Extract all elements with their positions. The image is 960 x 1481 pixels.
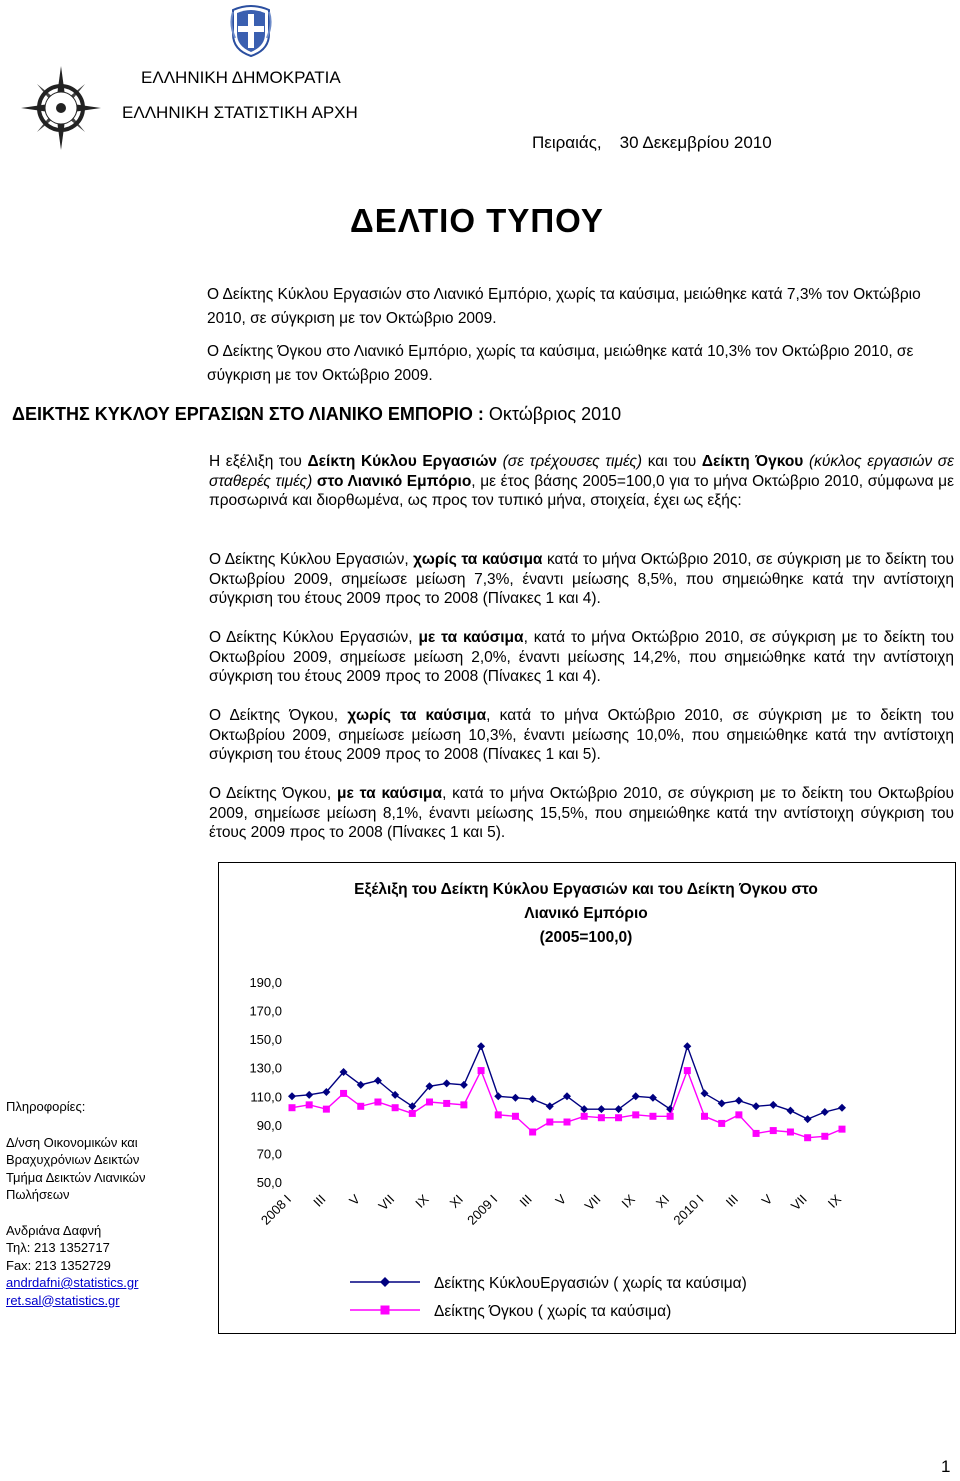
volume-point (615, 1114, 622, 1121)
contact-name: Ανδριάνα Δαφνή (6, 1222, 102, 1238)
contact-label: Πληροφορίες: (6, 1099, 86, 1114)
paragraph-turnover-with-fuel: Ο Δείκτης Κύκλου Εργασιών, με τα καύσιμα, κατά το μήνα Οκτώβριο 2010, σε σύγκριση με το δείκτη του Οκτωβρίου 2009, σημείωσε μείωση 2,0%, έναντι μείωσης 14,2%, που σημειώθηκε κατά την αντίστοιχη σύγκριση του έτους 2009 προς το 2008 (Πίνακες 1 και 4). (209, 629, 954, 685)
volume-point (632, 1111, 639, 1118)
chart-title-line-1: Εξέλιξη του Δείκτη Κύκλου Εργασιών και του Δείκτη Όγκου στο (354, 881, 818, 898)
turnover-point (477, 1042, 485, 1050)
volume-point (495, 1111, 502, 1118)
turnover-point (769, 1101, 777, 1109)
line-chart (218, 862, 954, 1332)
turnover-point (735, 1097, 743, 1105)
page-number: 1 (941, 1457, 951, 1476)
legend-label-turnover: Δείκτης ΚύκλουΕργασιών ( χωρίς τα καύσιμα) (434, 1275, 747, 1292)
section-heading-month: Οκτώβριος 2010 (488, 404, 622, 424)
x-tick-label: IX (824, 1191, 845, 1211)
x-tick-label: III (722, 1191, 741, 1210)
turnover-point (546, 1102, 554, 1110)
volume-point (821, 1133, 828, 1140)
volume-point (546, 1119, 553, 1126)
turnover-point (597, 1105, 605, 1113)
turnover-point (821, 1108, 829, 1116)
turnover-point (443, 1079, 451, 1087)
volume-point (701, 1113, 708, 1120)
volume-point (443, 1100, 450, 1107)
volume-point (735, 1111, 742, 1118)
x-tick-label: III (516, 1191, 535, 1210)
volume-point (770, 1127, 777, 1134)
turnover-point (511, 1094, 519, 1102)
contact-dept-2: Τμήμα Δεικτών Λιανικών Πωλήσεων (6, 1169, 146, 1202)
x-tick-label: V (346, 1191, 363, 1209)
volume-point (426, 1099, 433, 1106)
greek-emblem (229, 4, 273, 58)
authority-name: ΕΛΛΗΝΙΚΗ ΣΤΑΤΙΣΤΙΚΗ ΑΡΧΗ (122, 103, 358, 122)
volume-point (392, 1104, 399, 1111)
turnover-point (683, 1042, 691, 1050)
contact-tel: Τηλ: 213 1352717 (6, 1240, 110, 1255)
x-tick-label: VII (581, 1191, 604, 1214)
volume-point (340, 1090, 347, 1097)
turnover-point (786, 1107, 794, 1115)
volume-point (598, 1114, 605, 1121)
summary-2: Ο Δείκτης Όγκου στο Λιανικό Εμπόριο, χωρίς τα καύσιμα, μειώθηκε κατά 10,3% τον Οκτώβριο 2010, σε σύγκριση με τον Οκτώβριο 2009. (207, 343, 914, 384)
turnover-point (804, 1115, 812, 1123)
turnover-point (460, 1081, 468, 1089)
contact-fax: Fax: 213 1352729 (6, 1257, 111, 1273)
contact-info (6, 1098, 186, 1309)
volume-point (374, 1099, 381, 1106)
summary-1: Ο Δείκτης Κύκλου Εργασιών στο Λιανικό Εμπόριο, χωρίς τα καύσιμα, μειώθηκε κατά 7,3% τον Οκτώβριο 2010, σε σύγκριση με τον Οκτώβριο 2009. (207, 286, 921, 327)
volume-point (718, 1120, 725, 1127)
volume-point (529, 1129, 536, 1136)
y-tick-label: 110,0 (250, 1089, 282, 1105)
volume-point (667, 1113, 674, 1120)
volume-point (581, 1113, 588, 1120)
volume-point (409, 1110, 416, 1117)
x-tick-label: IX (618, 1191, 638, 1211)
volume-point (564, 1119, 571, 1126)
republic-name: ΕΛΛΗΝΙΚΗ ΔΗΜΟΚΡΑΤΙΑ (141, 68, 341, 87)
volume-point (804, 1134, 811, 1141)
y-tick-label: 50,0 (256, 1175, 282, 1190)
place: Πειραιάς, (532, 133, 602, 152)
legend-marker-turnover (380, 1277, 390, 1287)
y-tick-label: 170,0 (249, 1003, 282, 1019)
y-tick-label: 70,0 (256, 1146, 282, 1162)
turnover-point (494, 1092, 502, 1100)
x-tick-label: 2008 I (257, 1191, 295, 1228)
turnover-point (838, 1104, 846, 1112)
contact-email-1[interactable]: andrdafni@statistics.gr (6, 1275, 139, 1290)
x-tick-label: 2009 I (464, 1191, 501, 1228)
paragraph-volume-with-fuel: Ο Δείκτης Όγκου, με τα καύσιμα, κατά το μήνα Οκτώβριο 2010, σε σύγκριση με το δείκτη του Οκτωβρίου 2009, σημείωσε μείωση 8,1%, έναντι μείωσης 15,5%, που σημειώθηκε κατά την αντίστοιχη σύγκριση του έτους 2009 προς το 2008 (Πίνακες 1 και 5). (209, 785, 954, 841)
date-line (532, 133, 772, 153)
turnover-point (752, 1102, 760, 1110)
x-tick-label: V (552, 1191, 570, 1209)
y-tick-label: 190,0 (249, 975, 282, 990)
intro-paragraph: Η εξέλιξη του Δείκτη Κύκλου Εργασιών (σε τρέχουσες τιμές) και του Δείκτη Όγκου (κύκλος εργασιών σε σταθερές τιμές) στο Λιανικό Εμπόριο, με έτος βάσης 2005=100,0 για το μήνα Οκτώβριο 2010, σύμφωνα με προσωρινά και διορθωμένα, ως προς τον τυπικό μήνα, στοιχεία, έχει ως εξής: (209, 453, 954, 509)
y-tick-label: 90,0 (256, 1117, 282, 1133)
x-tick-label: IX (412, 1191, 432, 1211)
x-tick-label: XI (446, 1191, 466, 1211)
elstat-logo (20, 56, 102, 150)
chart-title-line-2: Λιανικό Εμπόριο (524, 905, 648, 922)
paragraph-turnover-no-fuel: Ο Δείκτης Κύκλου Εργασιών, χωρίς τα καύσιμα κατά το μήνα Οκτώβριο 2010, σε σύγκριση με το δείκτη του Οκτωβρίου 2009, σημείωσε μείωση 7,3%, έναντι μείωσης 8,5%, που σημειώθηκε κατά την αντίστοιχη σύγκριση του έτους 2009 προς το 2008 (Πίνακες 1 και 4). (209, 551, 955, 607)
contact-email-2[interactable]: ret.sal@statistics.gr (6, 1292, 120, 1308)
section-heading (12, 404, 621, 425)
x-tick-label: III (310, 1191, 329, 1210)
paragraph-volume-no-fuel: Ο Δείκτης Όγκου, χωρίς τα καύσιμα, κατά το μήνα Οκτώβριο 2010, σε σύγκριση με το δείκτη του Οκτωβρίου 2009, σημείωσε μείωση 10,3%, έναντι μείωσης 10,0%, που σημειώθηκε κατά την αντίστοιχη σύγκριση του έτους 2009 προς το 2008 (Πίνακες 1 και 5). (209, 707, 955, 763)
volume-point (753, 1130, 760, 1137)
turnover-point (288, 1092, 296, 1100)
turnover-point (529, 1095, 537, 1103)
y-tick-label: 130,0 (249, 1060, 282, 1076)
volume-point (460, 1101, 467, 1108)
y-tick-label: 150,0 (249, 1032, 282, 1048)
turnover-line (292, 1046, 842, 1119)
x-tick-label: VII (375, 1191, 398, 1214)
turnover-point (305, 1091, 313, 1099)
date: 30 Δεκεμβρίου 2010 (619, 133, 772, 152)
volume-point (323, 1106, 330, 1113)
x-tick-label: 2010 I (670, 1191, 707, 1228)
volume-point (649, 1113, 656, 1120)
page-title: ΔΕΛΤΙΟ ΤΥΠΟΥ (350, 202, 604, 239)
legend-marker-volume (381, 1306, 390, 1315)
chart-title-line-3: (2005=100,0) (539, 929, 633, 946)
x-tick-label: VII (787, 1191, 810, 1214)
x-tick-label: V (758, 1191, 776, 1209)
turnover-point (701, 1089, 709, 1097)
volume-point (289, 1104, 296, 1111)
turnover-point (718, 1099, 726, 1107)
volume-point (684, 1067, 691, 1074)
volume-point (357, 1103, 364, 1110)
volume-point (512, 1113, 519, 1120)
section-heading-title: ΔΕΙΚΤΗΣ ΚΥΚΛΟΥ ΕΡΓΑΣΙΩΝ ΣΤΟ ΛΙΑΝΙΚΟ ΕΜΠΟΡΙΟ : (12, 404, 484, 424)
contact-dept-1: Δ/νση Οικονομικών και Βραχυχρόνιων Δεικτών (6, 1134, 140, 1167)
legend-label-volume: Δείκτης Όγκου ( χωρίς τα καύσιμα) (434, 1303, 672, 1320)
volume-point (306, 1101, 313, 1108)
volume-point (839, 1126, 846, 1133)
volume-point (787, 1129, 794, 1136)
turnover-point (649, 1094, 657, 1102)
volume-point (478, 1067, 485, 1074)
x-tick-label: XI (652, 1191, 673, 1211)
